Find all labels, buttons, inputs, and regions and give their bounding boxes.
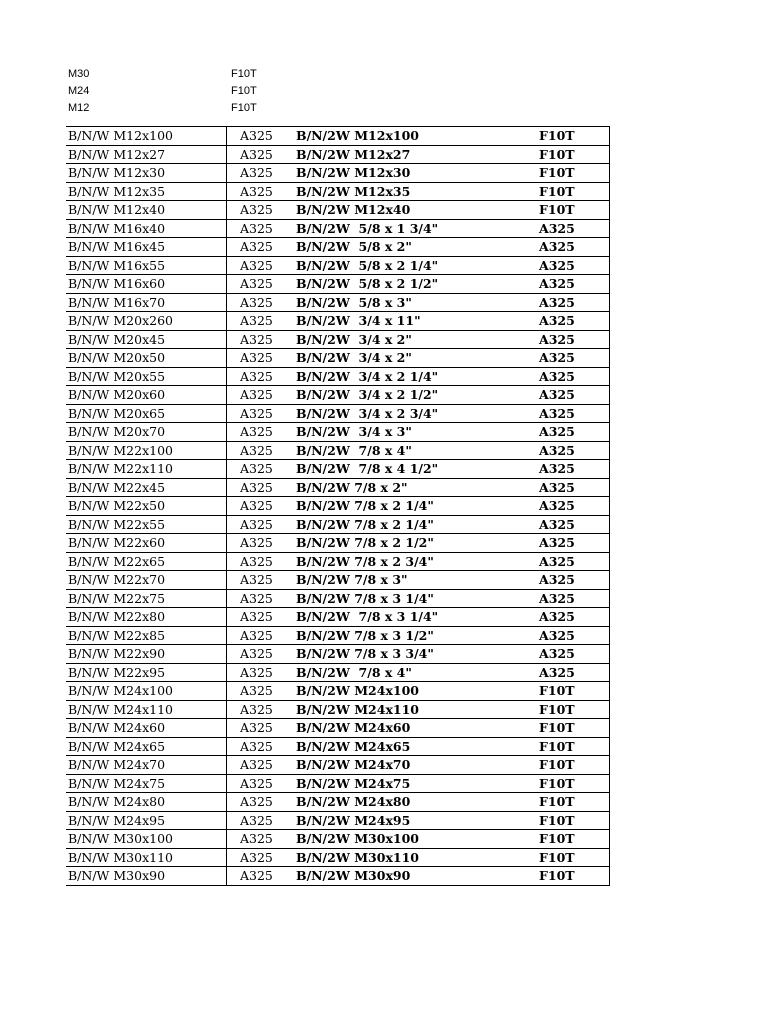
left-grade-cell: A325 bbox=[240, 572, 273, 587]
left-grade-cell: A325 bbox=[240, 775, 273, 791]
right-item-cell: B/N/2W M24x100 bbox=[296, 683, 419, 698]
right-grade-cell: A325 bbox=[539, 294, 575, 310]
left-item-cell: B/N/W M16x60 bbox=[68, 276, 166, 291]
table-row bbox=[66, 201, 610, 220]
left-item-cell: B/N/W M22x60 bbox=[68, 535, 166, 550]
left-grade-cell: A325 bbox=[240, 183, 273, 199]
left-item-cell: B/N/W M20x60 bbox=[68, 387, 166, 402]
right-item-cell: B/N/2W 7/8 x 2 1/2" bbox=[296, 535, 434, 550]
right-item-cell: B/N/2W M24x75 bbox=[296, 775, 411, 791]
table-row bbox=[66, 257, 610, 276]
left-item-cell: B/N/W M24x95 bbox=[68, 812, 166, 828]
right-item-cell: B/N/2W M24x60 bbox=[296, 720, 411, 735]
right-item-cell: B/N/2W 3/4 x 3" bbox=[296, 424, 412, 439]
left-item-cell: B/N/W M24x75 bbox=[68, 775, 166, 791]
table-row bbox=[66, 442, 610, 461]
table-row bbox=[66, 812, 610, 831]
left-grade-cell: A325 bbox=[240, 331, 273, 347]
right-item-cell: B/N/2W 7/8 x 2 1/4" bbox=[296, 498, 434, 513]
left-grade-cell: A325 bbox=[240, 368, 273, 384]
table-row bbox=[66, 682, 610, 701]
right-grade-cell: F10T bbox=[539, 868, 575, 883]
table-row bbox=[66, 497, 610, 516]
table-row bbox=[66, 127, 610, 146]
right-grade-cell: F10T bbox=[539, 146, 575, 162]
table-row bbox=[66, 516, 610, 535]
summary-row bbox=[0, 100, 400, 117]
left-grade-cell: A325 bbox=[240, 701, 273, 717]
right-item-cell: B/N/2W 7/8 x 4" bbox=[296, 664, 412, 680]
bolt-table bbox=[66, 126, 610, 886]
left-grade-cell: A325 bbox=[240, 609, 273, 624]
table-row bbox=[66, 275, 610, 294]
right-item-cell: B/N/2W M24x70 bbox=[296, 757, 411, 772]
summary-grade: F10T bbox=[231, 68, 257, 80]
table-row bbox=[66, 756, 610, 775]
right-item-cell: B/N/2W 3/4 x 2 1/2" bbox=[296, 387, 439, 402]
table-row bbox=[66, 849, 610, 868]
right-grade-cell: A325 bbox=[539, 498, 575, 513]
table-row bbox=[66, 164, 610, 183]
left-grade-cell: A325 bbox=[240, 794, 273, 809]
right-grade-cell: A325 bbox=[539, 257, 575, 273]
right-grade-cell: F10T bbox=[539, 720, 575, 735]
left-grade-cell: A325 bbox=[240, 461, 273, 476]
table-row bbox=[66, 553, 610, 572]
left-grade-cell: A325 bbox=[240, 424, 273, 439]
left-item-cell: B/N/W M22x95 bbox=[68, 664, 166, 680]
left-grade-cell: A325 bbox=[240, 720, 273, 735]
left-grade-cell: A325 bbox=[240, 146, 273, 162]
left-grade-cell: A325 bbox=[240, 202, 273, 217]
right-grade-cell: F10T bbox=[539, 738, 575, 754]
left-item-cell: B/N/W M30x110 bbox=[68, 849, 173, 865]
table-row bbox=[66, 405, 610, 424]
table-row bbox=[66, 627, 610, 646]
summary-block bbox=[0, 66, 400, 117]
right-item-cell: B/N/2W M12x40 bbox=[296, 202, 411, 217]
left-grade-cell: A325 bbox=[240, 313, 273, 328]
left-item-cell: B/N/W M16x40 bbox=[68, 220, 166, 236]
left-item-cell: B/N/W M22x70 bbox=[68, 572, 166, 587]
table-row bbox=[66, 479, 610, 498]
right-item-cell: B/N/2W 3/4 x 2 3/4" bbox=[296, 405, 439, 421]
left-item-cell: B/N/W M12x30 bbox=[68, 165, 166, 180]
right-grade-cell: A325 bbox=[539, 479, 575, 495]
right-grade-cell: A325 bbox=[539, 609, 575, 624]
table-row bbox=[66, 608, 610, 627]
right-grade-cell: F10T bbox=[539, 757, 575, 772]
left-grade-cell: A325 bbox=[240, 405, 273, 421]
left-grade-cell: A325 bbox=[240, 479, 273, 495]
right-item-cell: B/N/2W 7/8 x 3 3/4" bbox=[296, 646, 434, 661]
right-item-cell: B/N/2W M30x110 bbox=[296, 849, 419, 865]
left-grade-cell: A325 bbox=[240, 387, 273, 402]
table-row bbox=[66, 294, 610, 313]
left-item-cell: B/N/W M12x100 bbox=[68, 128, 173, 143]
right-grade-cell: F10T bbox=[539, 683, 575, 698]
right-grade-cell: A325 bbox=[539, 442, 575, 458]
left-grade-cell: A325 bbox=[240, 516, 273, 532]
right-grade-cell: A325 bbox=[539, 553, 575, 569]
left-grade-cell: A325 bbox=[240, 350, 273, 365]
table-row bbox=[66, 534, 610, 553]
left-item-cell: B/N/W M20x45 bbox=[68, 331, 166, 347]
left-grade-cell: A325 bbox=[240, 276, 273, 291]
right-grade-cell: A325 bbox=[539, 313, 575, 328]
table-row bbox=[66, 867, 610, 886]
right-item-cell: B/N/2W M12x100 bbox=[296, 128, 419, 143]
right-grade-cell: A325 bbox=[539, 516, 575, 532]
left-item-cell: B/N/W M20x50 bbox=[68, 350, 166, 365]
right-item-cell: B/N/2W M12x35 bbox=[296, 183, 411, 199]
left-item-cell: B/N/W M22x45 bbox=[68, 479, 166, 495]
right-item-cell: B/N/2W M30x90 bbox=[296, 868, 411, 883]
right-grade-cell: A325 bbox=[539, 387, 575, 402]
right-item-cell: B/N/2W 3/4 x 11" bbox=[296, 313, 421, 328]
right-grade-cell: A325 bbox=[539, 405, 575, 421]
left-grade-cell: A325 bbox=[240, 553, 273, 569]
summary-row bbox=[0, 83, 400, 100]
left-item-cell: B/N/W M22x90 bbox=[68, 646, 166, 661]
table-row bbox=[66, 645, 610, 664]
table-row bbox=[66, 238, 610, 257]
right-grade-cell: A325 bbox=[539, 368, 575, 384]
table-row bbox=[66, 738, 610, 757]
right-grade-cell: F10T bbox=[539, 794, 575, 809]
table-row bbox=[66, 793, 610, 812]
left-grade-cell: A325 bbox=[240, 627, 273, 643]
left-grade-cell: A325 bbox=[240, 646, 273, 661]
right-grade-cell: A325 bbox=[539, 331, 575, 347]
left-item-cell: B/N/W M24x65 bbox=[68, 738, 166, 754]
right-grade-cell: F10T bbox=[539, 831, 575, 846]
left-item-cell: B/N/W M16x45 bbox=[68, 239, 166, 254]
left-grade-cell: A325 bbox=[240, 535, 273, 550]
right-item-cell: B/N/2W 3/4 x 2 1/4" bbox=[296, 368, 439, 384]
right-item-cell: B/N/2W M24x95 bbox=[296, 812, 411, 828]
right-item-cell: B/N/2W 7/8 x 3 1/4" bbox=[296, 609, 439, 624]
left-grade-cell: A325 bbox=[240, 738, 273, 754]
right-grade-cell: F10T bbox=[539, 183, 575, 199]
table-row bbox=[66, 423, 610, 442]
table-row bbox=[66, 775, 610, 794]
summary-grade: F10T bbox=[231, 85, 257, 97]
table-row bbox=[66, 183, 610, 202]
right-item-cell: B/N/2W 5/8 x 2 1/2" bbox=[296, 276, 439, 291]
right-grade-cell: A325 bbox=[539, 590, 575, 606]
left-item-cell: B/N/W M24x60 bbox=[68, 720, 166, 735]
right-grade-cell: F10T bbox=[539, 701, 575, 717]
right-grade-cell: A325 bbox=[539, 424, 575, 439]
right-grade-cell: A325 bbox=[539, 664, 575, 680]
left-item-cell: B/N/W M22x50 bbox=[68, 498, 166, 513]
column-divider bbox=[226, 126, 227, 886]
right-item-cell: B/N/2W M12x27 bbox=[296, 146, 411, 162]
right-item-cell: B/N/2W 7/8 x 2 3/4" bbox=[296, 553, 434, 569]
table-row bbox=[66, 312, 610, 331]
table-row bbox=[66, 349, 610, 368]
table-row bbox=[66, 719, 610, 738]
table-row bbox=[66, 386, 610, 405]
left-item-cell: B/N/W M22x75 bbox=[68, 590, 166, 606]
right-item-cell: B/N/2W 5/8 x 3" bbox=[296, 294, 412, 310]
left-grade-cell: A325 bbox=[240, 812, 273, 828]
right-grade-cell: A325 bbox=[539, 350, 575, 365]
left-item-cell: B/N/W M24x80 bbox=[68, 794, 166, 809]
summary-row bbox=[0, 66, 400, 83]
right-item-cell: B/N/2W M12x30 bbox=[296, 165, 411, 180]
right-item-cell: B/N/2W 5/8 x 2" bbox=[296, 239, 412, 254]
left-grade-cell: A325 bbox=[240, 498, 273, 513]
left-grade-cell: A325 bbox=[240, 590, 273, 606]
right-item-cell: B/N/2W 5/8 x 2 1/4" bbox=[296, 257, 439, 273]
right-grade-cell: F10T bbox=[539, 128, 575, 143]
left-item-cell: B/N/W M20x55 bbox=[68, 368, 166, 384]
left-grade-cell: A325 bbox=[240, 442, 273, 458]
left-item-cell: B/N/W M12x35 bbox=[68, 183, 166, 199]
right-grade-cell: A325 bbox=[539, 461, 575, 476]
table-row bbox=[66, 368, 610, 387]
left-grade-cell: A325 bbox=[240, 294, 273, 310]
left-item-cell: B/N/W M16x55 bbox=[68, 257, 166, 273]
right-item-cell: B/N/2W 7/8 x 3 1/2" bbox=[296, 627, 434, 643]
right-item-cell: B/N/2W 7/8 x 3" bbox=[296, 572, 408, 587]
left-item-cell: B/N/W M30x90 bbox=[68, 868, 166, 883]
left-item-cell: B/N/W M24x110 bbox=[68, 701, 173, 717]
table-row bbox=[66, 571, 610, 590]
left-grade-cell: A325 bbox=[240, 664, 273, 680]
left-grade-cell: A325 bbox=[240, 868, 273, 883]
summary-size: M12 bbox=[68, 102, 90, 114]
left-grade-cell: A325 bbox=[240, 220, 273, 236]
left-item-cell: B/N/W M22x85 bbox=[68, 627, 166, 643]
left-grade-cell: A325 bbox=[240, 257, 273, 273]
left-item-cell: B/N/W M24x70 bbox=[68, 757, 166, 772]
table-row bbox=[66, 220, 610, 239]
right-grade-cell: A325 bbox=[539, 646, 575, 661]
left-item-cell: B/N/W M22x80 bbox=[68, 609, 166, 624]
right-item-cell: B/N/2W M24x65 bbox=[296, 738, 411, 754]
right-grade-cell: A325 bbox=[539, 535, 575, 550]
right-grade-cell: A325 bbox=[539, 572, 575, 587]
right-item-cell: B/N/2W 5/8 x 1 3/4" bbox=[296, 220, 439, 236]
summary-size: M24 bbox=[68, 85, 90, 97]
table-row bbox=[66, 701, 610, 720]
table-row bbox=[66, 830, 610, 849]
table-row bbox=[66, 331, 610, 350]
right-item-cell: B/N/2W M30x100 bbox=[296, 831, 419, 846]
left-item-cell: B/N/W M22x100 bbox=[68, 442, 173, 458]
left-grade-cell: A325 bbox=[240, 165, 273, 180]
table-row bbox=[66, 146, 610, 165]
left-item-cell: B/N/W M12x40 bbox=[68, 202, 166, 217]
left-grade-cell: A325 bbox=[240, 757, 273, 772]
left-item-cell: B/N/W M24x100 bbox=[68, 683, 173, 698]
right-grade-cell: A325 bbox=[539, 276, 575, 291]
right-item-cell: B/N/2W 7/8 x 3 1/4" bbox=[296, 590, 434, 606]
left-item-cell: B/N/W M22x110 bbox=[68, 461, 173, 476]
right-item-cell: B/N/2W M24x110 bbox=[296, 701, 419, 717]
left-grade-cell: A325 bbox=[240, 128, 273, 143]
right-item-cell: B/N/2W 7/8 x 4" bbox=[296, 442, 412, 458]
left-grade-cell: A325 bbox=[240, 831, 273, 846]
table-row bbox=[66, 664, 610, 683]
right-item-cell: B/N/2W 3/4 x 2" bbox=[296, 350, 412, 365]
table-row bbox=[66, 460, 610, 479]
right-grade-cell: F10T bbox=[539, 812, 575, 828]
table-right-border bbox=[609, 126, 610, 886]
right-grade-cell: F10T bbox=[539, 849, 575, 865]
right-item-cell: B/N/2W 7/8 x 4 1/2" bbox=[296, 461, 439, 476]
right-item-cell: B/N/2W 7/8 x 2" bbox=[296, 479, 408, 495]
left-item-cell: B/N/W M20x65 bbox=[68, 405, 166, 421]
left-item-cell: B/N/W M22x55 bbox=[68, 516, 166, 532]
left-grade-cell: A325 bbox=[240, 239, 273, 254]
left-item-cell: B/N/W M22x65 bbox=[68, 553, 166, 569]
right-grade-cell: F10T bbox=[539, 165, 575, 180]
left-grade-cell: A325 bbox=[240, 683, 273, 698]
left-grade-cell: A325 bbox=[240, 849, 273, 865]
right-grade-cell: A325 bbox=[539, 239, 575, 254]
left-item-cell: B/N/W M12x27 bbox=[68, 146, 166, 162]
left-item-cell: B/N/W M16x70 bbox=[68, 294, 166, 310]
right-grade-cell: A325 bbox=[539, 627, 575, 643]
right-item-cell: B/N/2W M24x80 bbox=[296, 794, 411, 809]
left-item-cell: B/N/W M30x100 bbox=[68, 831, 173, 846]
left-item-cell: B/N/W M20x70 bbox=[68, 424, 166, 439]
right-item-cell: B/N/2W 3/4 x 2" bbox=[296, 331, 412, 347]
right-grade-cell: F10T bbox=[539, 775, 575, 791]
right-grade-cell: F10T bbox=[539, 202, 575, 217]
left-item-cell: B/N/W M20x260 bbox=[68, 313, 173, 328]
right-grade-cell: A325 bbox=[539, 220, 575, 236]
summary-size: M30 bbox=[68, 68, 90, 80]
table-row bbox=[66, 590, 610, 609]
summary-grade: F10T bbox=[231, 102, 257, 114]
right-item-cell: B/N/2W 7/8 x 2 1/4" bbox=[296, 516, 434, 532]
